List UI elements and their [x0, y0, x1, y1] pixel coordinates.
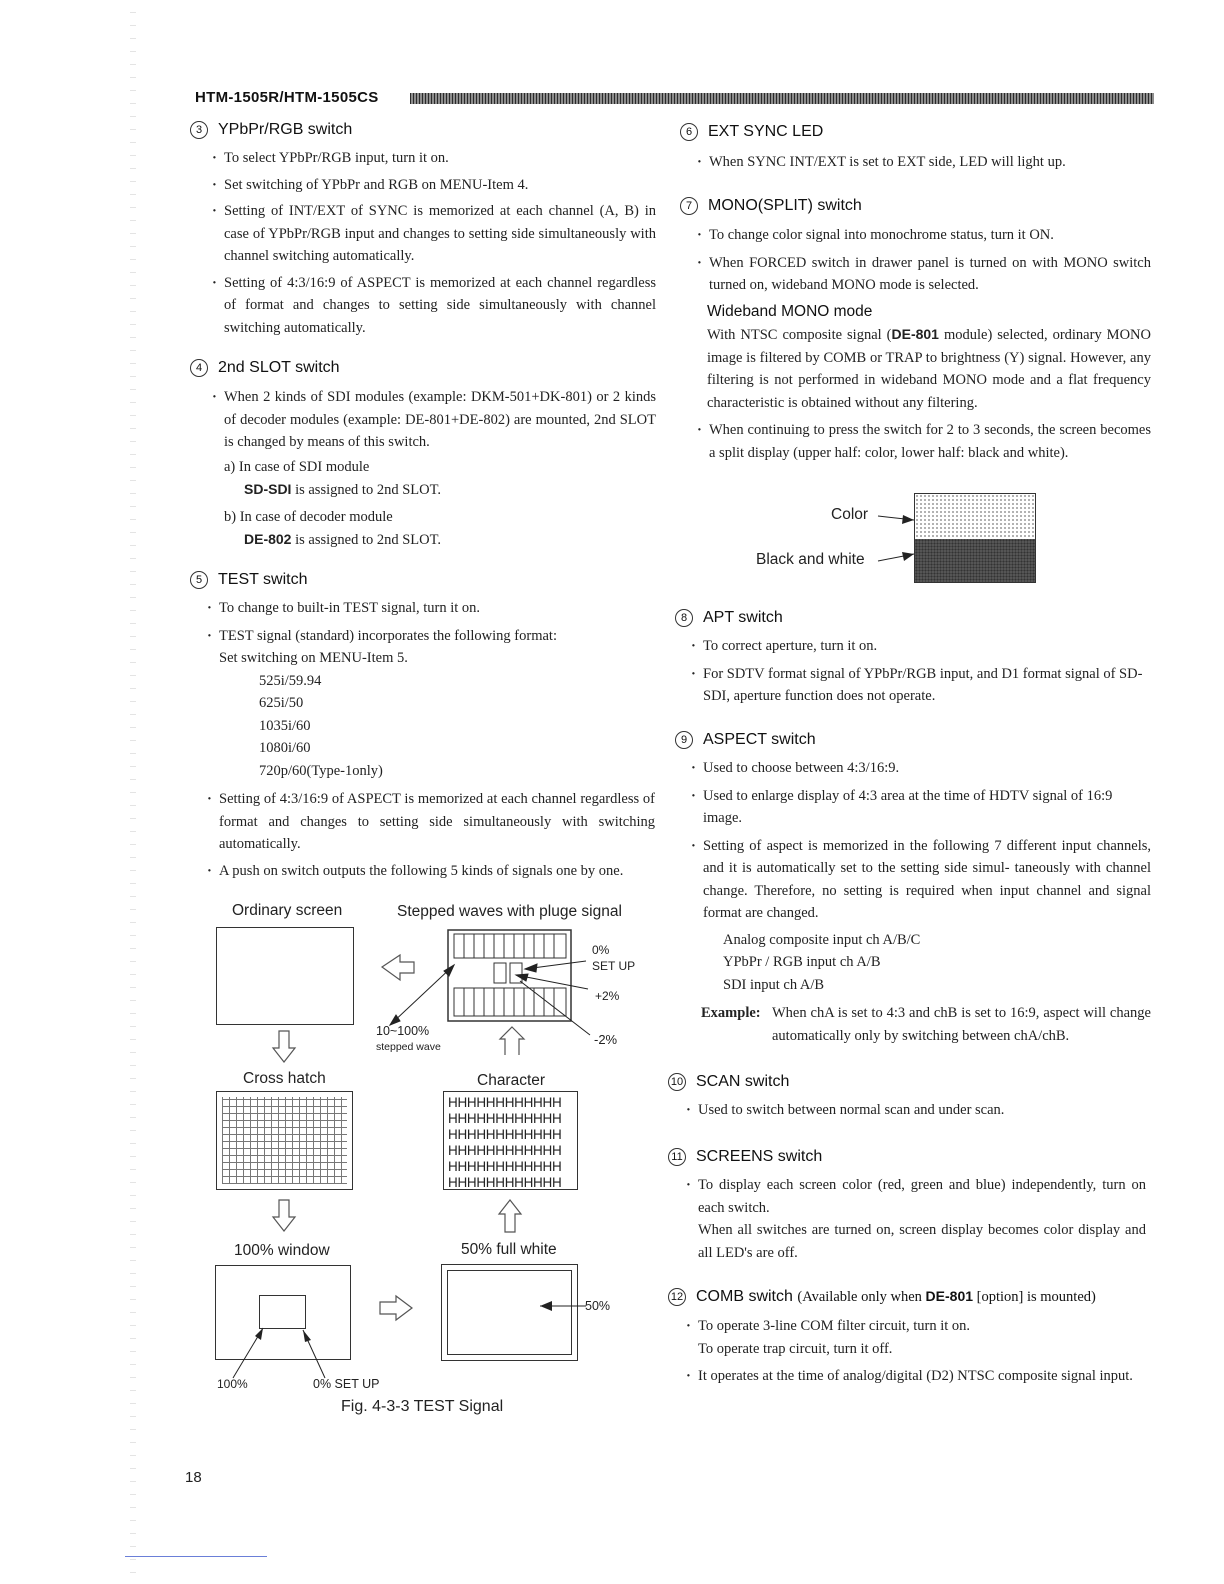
- char-row: HHHHHHHHHHHH: [448, 1159, 562, 1174]
- section-number: 7: [680, 197, 698, 215]
- section-title: YPbPr/RGB switch: [218, 121, 353, 138]
- down-arrow-icon: [271, 1030, 297, 1064]
- section-6-body: [695, 151, 1150, 174]
- bullet-item: · To display each screen color (red, green and blue) independently, turn on each switch.: [684, 1174, 1146, 1219]
- screens-note: When all switches are turned on, screen display becomes color display and all LED's are off.: [698, 1222, 1146, 1261]
- black-white-half: [915, 539, 1035, 582]
- bullet-item: · To operate 3-line COM filter circuit, turn it on.: [684, 1315, 1146, 1338]
- section-title: TEST switch: [218, 571, 308, 588]
- comb-note: [797, 1289, 1096, 1305]
- format-item: 625i/50: [259, 695, 304, 711]
- format-item: 525i/59.94: [259, 672, 322, 689]
- comb-note-bold: DE-801: [925, 1288, 974, 1304]
- aspect-example: [689, 1002, 1151, 1047]
- format-item: 1035i/60: [259, 717, 311, 734]
- sdi-case-rest: is assigned to 2nd SLOT.: [291, 482, 442, 498]
- format-item: 720p/60(Type-1only): [259, 762, 383, 779]
- section-5-body: [205, 597, 655, 882]
- section-12-body: [684, 1315, 1146, 1388]
- section-title: MONO(SPLIT) switch: [708, 197, 862, 214]
- aspect-input-item: Analog composite input ch A/B/C: [723, 931, 921, 948]
- example-label: Example:: [701, 1005, 761, 1021]
- section-number: 6: [680, 123, 698, 141]
- character-box: [443, 1091, 578, 1190]
- section-10-heading: [668, 1073, 789, 1091]
- bullet-item: · To change to built-in TEST signal, turn it on.: [205, 597, 655, 620]
- wideband-text-b: module) selected, ordinary MONO image is filtered by COMB or TRAP to brightness (Y) signal. However, any filtering is not performed in wideband MONO mode and a flat frequency characteristic is obtained without any filtering.: [707, 327, 1151, 411]
- character-label: Character: [477, 1072, 546, 1089]
- bullet-item: · Used to enlarge display of 4:3 area at the time of HDTV signal of 16:9 image.: [689, 785, 1151, 830]
- section-3-heading: [190, 121, 352, 139]
- section-number: 5: [190, 571, 208, 589]
- section-12-heading: [668, 1288, 1096, 1306]
- header-rule-bar: [410, 93, 1154, 104]
- section-title: 2nd SLOT switch: [218, 359, 340, 376]
- section-7-body: [695, 224, 1151, 464]
- format-list: [205, 670, 655, 783]
- minus-2-pct-label: -2%: [594, 1032, 618, 1047]
- ordinary-screen-label: Ordinary screen: [232, 902, 343, 919]
- margin-scan-marks: [130, 0, 136, 1584]
- decoder-case-text: [210, 528, 656, 552]
- cross-hatch-grid: [222, 1097, 347, 1184]
- section-title: SCREENS switch: [696, 1148, 823, 1165]
- window-100-pct-label: 100%: [217, 1377, 248, 1391]
- section-title: APT switch: [703, 609, 783, 626]
- wideband-mono-paragraph: [695, 323, 1151, 414]
- section-4-body: [210, 386, 656, 552]
- char-row: HHHHHHHHHHHH: [448, 1143, 562, 1158]
- section-number: 10: [668, 1073, 686, 1091]
- char-row: HHHHHHHHHHHH: [448, 1127, 562, 1142]
- section-number: 9: [675, 731, 693, 749]
- wideband-mono-subheading: Wideband MONO mode: [707, 302, 873, 320]
- section-11-heading: [668, 1148, 822, 1166]
- section-title: EXT SYNC LED: [708, 123, 824, 140]
- section-9-heading: [675, 731, 816, 749]
- aspect-input-list: [689, 929, 1151, 997]
- decoder-case-label: b) In case of decoder module: [224, 508, 393, 525]
- bullet-item: · A push on switch outputs the following 5 kinds of signals one by one.: [205, 860, 655, 883]
- bullet-item: · To change color signal into monochrome status, turn it ON.: [695, 224, 1151, 247]
- char-row: HHHHHHHHHHHH: [448, 1111, 562, 1126]
- aspect-input-item: SDI input ch A/B: [723, 976, 825, 993]
- split-pointer-arrows: [876, 506, 916, 566]
- sd-sdi-label: SD-SDI: [244, 481, 292, 497]
- section-11-body: [684, 1174, 1146, 1264]
- sdi-case-text: [210, 478, 656, 502]
- bullet-item: · Setting of INT/EXT of SYNC is memorized at each channel (A, B) in case of YPbPr/RGB input and changes to setting side simultaneously with channel switching automatically.: [210, 200, 656, 268]
- right-arrow-icon: [378, 1294, 414, 1322]
- bullet-item: · To correct aperture, turn it on.: [689, 635, 1151, 658]
- comb-trap-text: To operate trap circuit, turn it off.: [698, 1340, 893, 1357]
- zero-pct-label: 0%: [592, 943, 610, 957]
- section-7-heading: [680, 197, 862, 215]
- fifty-pct-label: 50%: [585, 1299, 611, 1313]
- format-item: 1080i/60: [259, 740, 311, 756]
- section-3-body: [210, 147, 656, 339]
- bullet-item: · When 2 kinds of SDI modules (example: DKM-501+DK-801) or 2 kinds of decoder modules (example: DE-801+DE-802) are mounted, 2nd SLOT is changed by means of this switch.: [210, 386, 656, 454]
- section-title: COMB switch: [696, 1288, 793, 1305]
- example-text: When chA is set to 4:3 and chB is set to 16:9, aspect will change automatically only by switching between chA/chB.: [772, 1005, 1151, 1044]
- decoder-case-rest: is assigned to 2nd SLOT.: [291, 532, 442, 548]
- bullet-item: · To select YPbPr/RGB input, turn it on.: [210, 147, 656, 170]
- aspect-input-item: YPbPr / RGB input ch A/B: [723, 954, 881, 970]
- section-number: 11: [668, 1148, 686, 1166]
- footer-line: [125, 1556, 267, 1557]
- cross-hatch-label: Cross hatch: [243, 1070, 326, 1087]
- page-number: 18: [185, 1469, 202, 1486]
- bullet-item: · Used to choose between 4:3/16:9.: [689, 757, 1151, 780]
- section-8-heading: [675, 609, 783, 627]
- stepped-waves-label: Stepped waves with pluge signal: [397, 903, 622, 920]
- format-intro: Set switching on MENU-Item 5.: [219, 650, 408, 666]
- comb-note-b: [option] is mounted): [973, 1289, 1096, 1305]
- section-6-heading: [680, 123, 823, 141]
- up-arrow-icon: [497, 1199, 523, 1233]
- de-802-label: DE-802: [244, 531, 292, 547]
- wideband-text-a: With NTSC composite signal (: [707, 327, 892, 343]
- window-pointer-lines: [215, 1320, 335, 1380]
- char-row: HHHHHHHHHHHH: [448, 1095, 562, 1110]
- bullet-item: · TEST signal (standard) incorporates the following format:: [205, 625, 655, 648]
- cross-hatch-box: [216, 1091, 353, 1190]
- setup-label: SET UP: [592, 959, 636, 973]
- bullet-item: · Set switching of YPbPr and RGB on MENU-Item 4.: [210, 174, 656, 197]
- section-number: 4: [190, 359, 208, 377]
- bullet-item: · It operates at the time of analog/digital (D2) NTSC composite signal input.: [684, 1365, 1146, 1388]
- section-title: SCAN switch: [696, 1073, 790, 1090]
- char-row: HHHHHHHHHHHH: [448, 1175, 562, 1190]
- full-white-label: 50% full white: [461, 1241, 557, 1258]
- document-header-title: HTM-1505R/HTM-1505CS: [195, 89, 379, 106]
- step-range-label: 10~100%: [376, 1024, 430, 1038]
- fifty-pct-pointer: [538, 1298, 588, 1314]
- figure-caption: Fig. 4-3-3 TEST Signal: [341, 1398, 504, 1415]
- section-title: ASPECT switch: [703, 731, 816, 748]
- split-display-box: [914, 493, 1036, 583]
- bullet-item: · When SYNC INT/EXT is set to EXT side, LED will light up.: [695, 151, 1150, 174]
- section-10-body: [684, 1099, 1150, 1122]
- color-label: Color: [831, 506, 869, 523]
- window-label: 100% window: [234, 1242, 330, 1259]
- bullet-item: · Setting of aspect is memorized in the following 7 different input channels, and it is automatically set to the setting side simul- taneously with channel change. Therefore, no setting is required when input channel and signal format are changed.: [689, 835, 1151, 925]
- sdi-case-label: a) In case of SDI module: [224, 458, 370, 475]
- section-5-heading: [190, 571, 308, 589]
- section-number: 3: [190, 121, 208, 139]
- de-801-label: DE-801: [891, 326, 939, 342]
- down-arrow-icon: [271, 1199, 297, 1233]
- color-half: [915, 494, 1035, 539]
- section-number: 12: [668, 1288, 686, 1306]
- section-number: 8: [675, 609, 693, 627]
- bullet-item: · Setting of 4:3/16:9 of ASPECT is memorized at each channel regardless of format and changes to setting side simultaneously with switching automatically.: [205, 788, 655, 856]
- bullet-item: · When continuing to press the switch for 2 to 3 seconds, the screen becomes a split display (upper half: color, lower half: black and white).: [695, 419, 1151, 464]
- section-4-heading: [190, 359, 340, 377]
- ordinary-screen-box: [216, 927, 354, 1025]
- bullet-item: · When FORCED switch in drawer panel is turned on with MONO switch turned on, wideband MONO mode is selected.: [695, 252, 1151, 297]
- black-and-white-label: Black and white: [756, 551, 865, 568]
- bullet-item: · For SDTV format signal of YPbPr/RGB input, and D1 format signal of SD-SDI, aperture function does not operate.: [689, 663, 1151, 708]
- plus-2-pct-label: +2%: [595, 989, 620, 1003]
- section-9-body: [689, 757, 1151, 1047]
- stepped-wave-label: stepped wave: [376, 1041, 441, 1053]
- section-8-body: [689, 635, 1151, 708]
- window-setup-label: 0% SET UP: [313, 1377, 380, 1391]
- bullet-item: · Used to switch between normal scan and under scan.: [684, 1099, 1150, 1122]
- comb-note-a: (Available only when: [797, 1289, 926, 1305]
- bullet-item: · Setting of 4:3/16:9 of ASPECT is memorized at each channel regardless of format and changes to setting side simultaneously with channel switching automatically.: [210, 272, 656, 340]
